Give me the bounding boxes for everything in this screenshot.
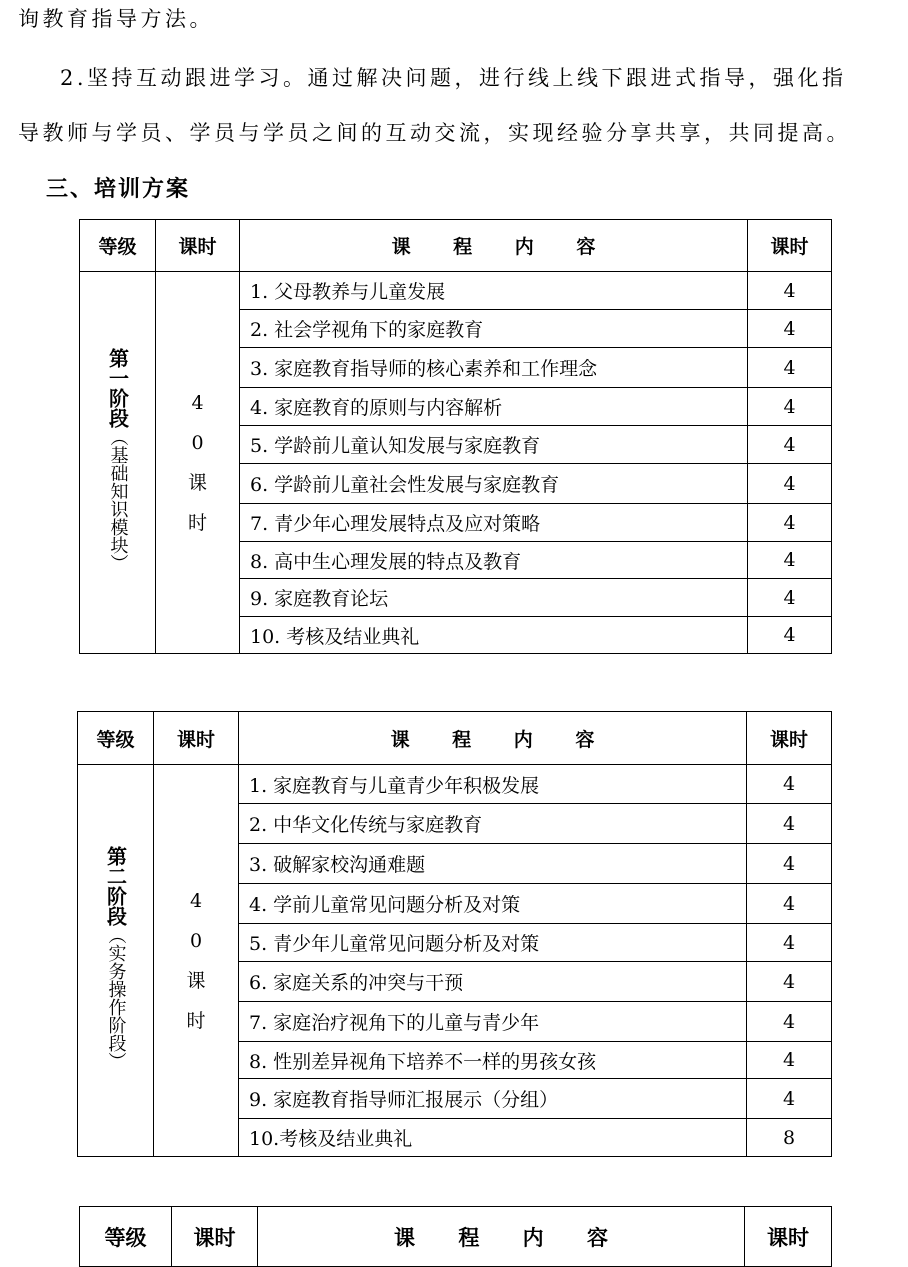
table-row (80, 272, 832, 310)
course-hours: 4 (748, 272, 832, 310)
paragraph-interaction-cont: 导教师与学员、学员与学员之间的互动交流，实现经验分享共享，共同提高。 (18, 121, 851, 145)
course-hours: 4 (748, 426, 832, 464)
header-level: 等级 (78, 712, 154, 765)
course-hours: 4 (748, 542, 832, 579)
header-content: 课 程 内 容 (258, 1207, 745, 1267)
course-name: 2. 中华文化传统与家庭教育 (239, 804, 747, 844)
course-hours: 4 (748, 464, 832, 504)
header-hours: 课时 (172, 1207, 258, 1267)
course-hours: 4 (747, 765, 832, 804)
course-hours: 4 (748, 310, 832, 348)
course-hours: 4 (747, 844, 832, 884)
course-name: 5. 学龄前儿童认知发展与家庭教育 (240, 426, 748, 464)
course-hours: 4 (747, 962, 832, 1002)
paragraph-continuation: 询教育指导方法。 (18, 7, 214, 31)
course-name: 2. 社会学视角下的家庭教育 (240, 310, 748, 348)
course-name: 3. 破解家校沟通难题 (239, 844, 747, 884)
table-row (78, 765, 832, 804)
stage2-title: 第二阶段 (103, 846, 128, 926)
paragraph-interaction: 2.坚持互动跟进学习。通过解决问题，进行线上线下跟进式指导，强化指 (60, 66, 847, 90)
table-header-row (80, 1207, 832, 1267)
course-hours: 4 (748, 348, 832, 388)
course-hours: 4 (747, 884, 832, 924)
section-heading: 三、培训方案 (46, 177, 191, 202)
table-header-row (80, 220, 832, 272)
course-hours: 4 (747, 924, 832, 962)
course-name: 7. 家庭治疗视角下的儿童与青少年 (239, 1002, 747, 1042)
header-level: 等级 (80, 220, 156, 272)
course-name: 6. 家庭关系的冲突与干预 (239, 962, 747, 1002)
course-hours: 4 (747, 1042, 832, 1079)
course-hours: 4 (748, 388, 832, 426)
course-name: 4. 家庭教育的原则与内容解析 (240, 388, 748, 426)
stage1-title: 第一阶段 (105, 348, 130, 428)
course-name: 10. 考核及结业典礼 (240, 617, 748, 654)
course-name: 9. 家庭教育指导师汇报展示（分组） (239, 1079, 747, 1119)
course-name: 8. 性别差异视角下培养不一样的男孩女孩 (239, 1042, 747, 1079)
course-hours: 4 (747, 1079, 832, 1119)
course-hours: 4 (748, 579, 832, 617)
stage2-level-cell (78, 765, 154, 1157)
course-name: 8. 高中生心理发展的特点及教育 (240, 542, 748, 579)
header-hours: 课时 (156, 220, 240, 272)
course-hours: 4 (748, 617, 832, 654)
header-course-hours: 课时 (748, 220, 832, 272)
course-hours: 4 (747, 1002, 832, 1042)
stage1-table (79, 219, 832, 654)
course-name: 1. 家庭教育与儿童青少年积极发展 (239, 765, 747, 804)
stage2-total-hours: 40课时 (154, 765, 239, 1157)
course-name: 4. 学前儿童常见问题分析及对策 (239, 884, 747, 924)
header-course-hours: 课时 (747, 712, 832, 765)
stage2-table (77, 711, 832, 1157)
course-name: 10.考核及结业典礼 (239, 1119, 747, 1157)
course-hours: 8 (747, 1119, 832, 1157)
table-header-row (78, 712, 832, 765)
header-content: 课 程 内 容 (240, 220, 748, 272)
course-name: 6. 学龄前儿童社会性发展与家庭教育 (240, 464, 748, 504)
stage3-table (79, 1206, 832, 1267)
course-hours: 4 (747, 804, 832, 844)
course-name: 7. 青少年心理发展特点及应对策略 (240, 504, 748, 542)
course-name: 5. 青少年儿童常见问题分析及对策 (239, 924, 747, 962)
stage1-total-hours: 40课时 (156, 272, 240, 654)
course-name: 1. 父母教养与儿童发展 (240, 272, 748, 310)
course-name: 9. 家庭教育论坛 (240, 579, 748, 617)
header-content: 课 程 内 容 (239, 712, 747, 765)
header-level: 等级 (80, 1207, 172, 1267)
stage1-level-cell (80, 272, 156, 654)
stage2-subtitle: （实务操作阶段） (105, 926, 127, 1070)
course-name: 3. 家庭教育指导师的核心素养和工作理念 (240, 348, 748, 388)
stage1-subtitle: （基础知识模块） (107, 428, 129, 572)
header-course-hours: 课时 (745, 1207, 832, 1267)
course-hours: 4 (748, 504, 832, 542)
header-hours: 课时 (154, 712, 239, 765)
